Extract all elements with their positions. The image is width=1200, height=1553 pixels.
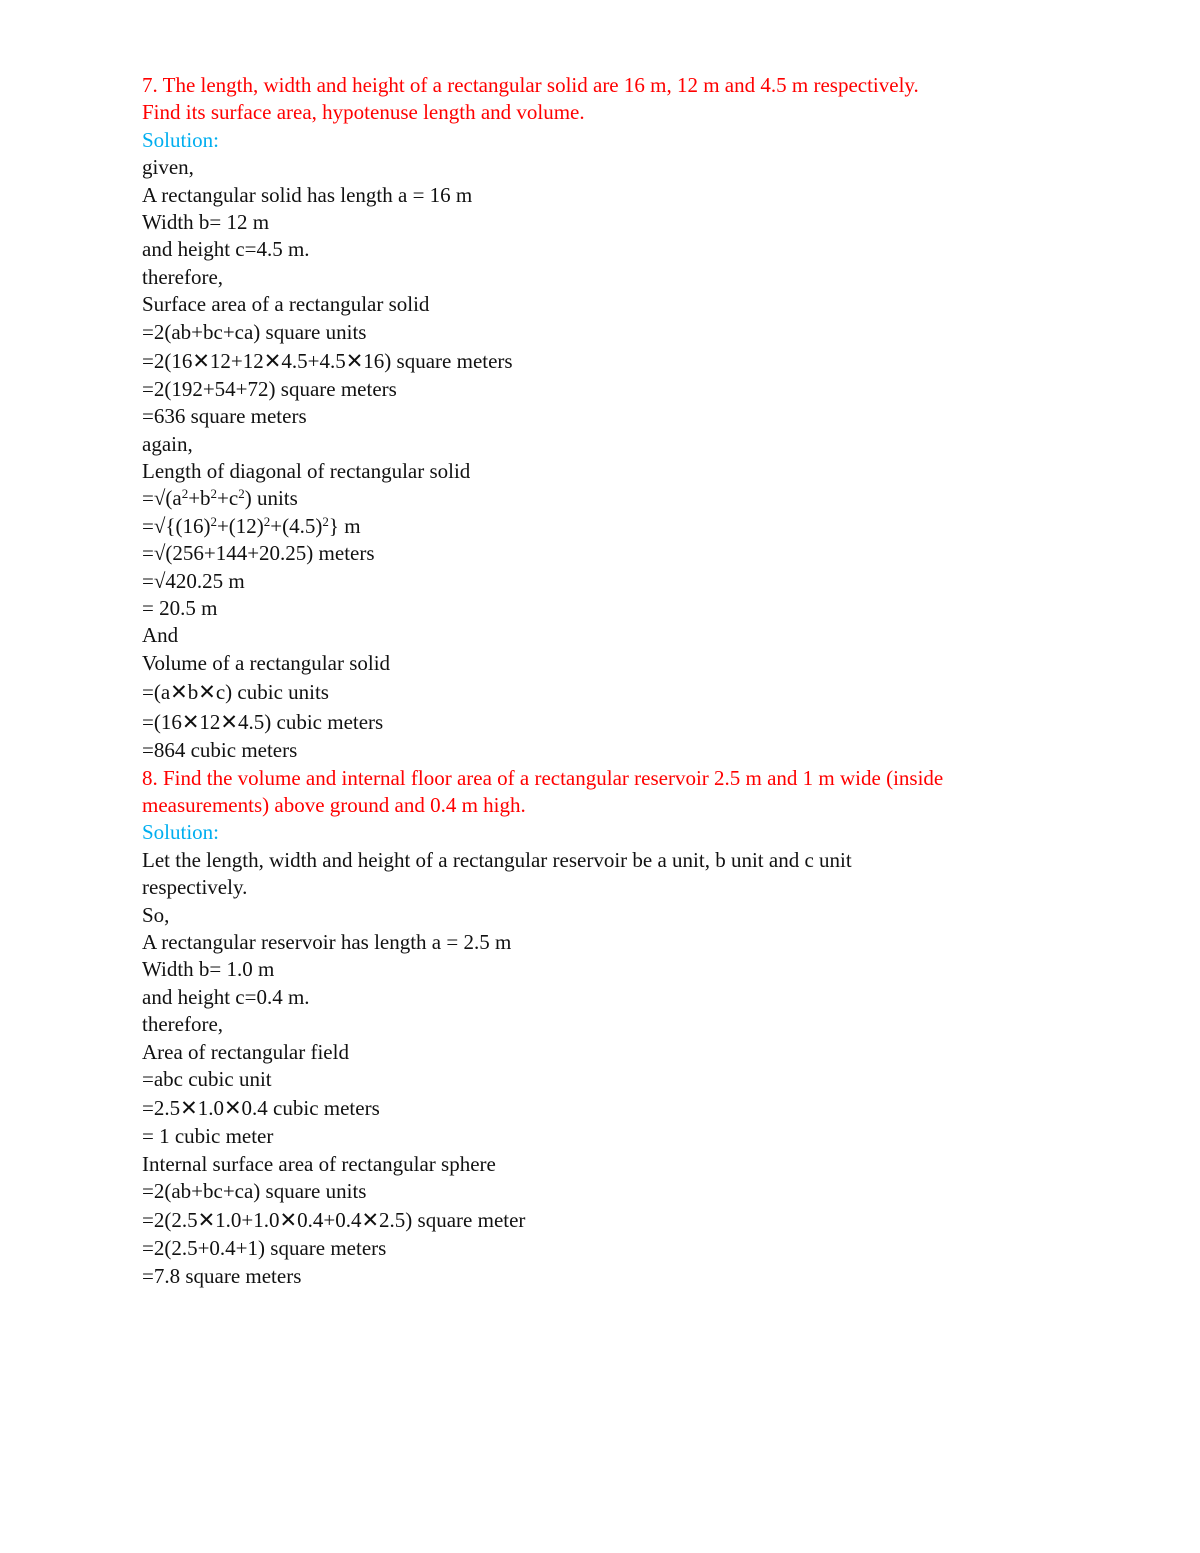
diagonal-formula-line bbox=[142, 485, 1142, 512]
exponent: 2 bbox=[210, 486, 218, 502]
problem-7-question-line-2: Find its surface area, hypotenuse length and volume. bbox=[142, 100, 585, 125]
exponent: 2 bbox=[181, 486, 189, 502]
exponent: 2 bbox=[322, 513, 329, 529]
solution-line: therefore, bbox=[142, 1012, 224, 1037]
solution-line: =2(ab+bc+ca) square units bbox=[142, 319, 367, 344]
solution-line: Width b= 12 m bbox=[142, 209, 270, 234]
solution-line: therefore, bbox=[142, 264, 224, 289]
solution-line: Area of rectangular field bbox=[142, 1039, 349, 1064]
solution-line: =2(2.5✕1.0+1.0✕0.4+0.4✕2.5) square meter bbox=[142, 1208, 526, 1233]
solution-line: =abc cubic unit bbox=[142, 1066, 272, 1091]
solution-line: A rectangular reservoir has length a = 2.5 m bbox=[142, 929, 512, 954]
exponent: 2 bbox=[263, 513, 271, 529]
solution-line: =2(16✕12+12✕4.5+4.5✕16) square meters bbox=[142, 348, 513, 373]
formula-part: +(12) bbox=[216, 513, 264, 538]
solution-line: So, bbox=[142, 902, 170, 927]
solution-line: =(16✕12✕4.5) cubic meters bbox=[142, 710, 384, 735]
formula-part: =√{(16) bbox=[142, 513, 211, 538]
solution-line: =2(192+54+72) square meters bbox=[142, 376, 397, 401]
formula-part: +c bbox=[217, 486, 239, 511]
solution-line: = 20.5 m bbox=[142, 596, 218, 621]
solution-line: =7.8 square meters bbox=[142, 1263, 302, 1288]
solution-line: Internal surface area of rectangular sphere bbox=[142, 1151, 496, 1176]
formula-part: =√(a bbox=[142, 486, 182, 511]
solution-line: A rectangular solid has length a = 16 m bbox=[142, 182, 473, 207]
solution-line: =2(2.5+0.4+1) square meters bbox=[142, 1236, 387, 1261]
solution-line: =(a✕b✕c) cubic units bbox=[142, 680, 329, 705]
solution-line: Length of diagonal of rectangular solid bbox=[142, 459, 471, 484]
exponent: 2 bbox=[210, 513, 217, 529]
formula-part: +(4.5) bbox=[270, 513, 323, 538]
solution-line: = 1 cubic meter bbox=[142, 1124, 274, 1149]
formula-part: ) units bbox=[244, 486, 298, 511]
document-content bbox=[142, 72, 1142, 1290]
solution-line: =2(ab+bc+ca) square units bbox=[142, 1179, 367, 1204]
solution-line: Let the length, width and height of a rectangular reservoir be a unit, b unit and c unit bbox=[142, 847, 852, 872]
solution-line: given, bbox=[142, 155, 194, 180]
formula-part: +b bbox=[188, 486, 211, 511]
problem-8-solution-label: Solution: bbox=[142, 820, 220, 845]
exponent: 2 bbox=[238, 486, 245, 502]
problem-7-question-line-1: 7. The length, width and height of a rectangular solid are 16 m, 12 m and 4.5 m respectively. bbox=[142, 73, 919, 97]
solution-line: =2.5✕1.0✕0.4 cubic meters bbox=[142, 1096, 380, 1121]
solution-line: And bbox=[142, 623, 179, 648]
solution-line: =636 square meters bbox=[142, 404, 307, 429]
solution-line: again, bbox=[142, 431, 193, 456]
solution-line: and height c=0.4 m. bbox=[142, 984, 310, 1009]
solution-line: Surface area of a rectangular solid bbox=[142, 292, 430, 317]
problem-8-question-line-1: 8. Find the volume and internal floor area of a rectangular reservoir 2.5 m and 1 m wide (inside bbox=[142, 765, 944, 790]
problem-7-solution-label: Solution: bbox=[142, 127, 220, 152]
solution-line: =864 cubic meters bbox=[142, 738, 298, 763]
solution-line: =√(256+144+20.25) meters bbox=[142, 541, 375, 566]
solution-line: and height c=4.5 m. bbox=[142, 237, 310, 262]
solution-line: respectively. bbox=[142, 875, 248, 900]
diagonal-values-line bbox=[142, 513, 1142, 540]
solution-line: =√420.25 m bbox=[142, 568, 245, 593]
problem-8-question-line-2: measurements) above ground and 0.4 m high. bbox=[142, 792, 526, 817]
solution-line: Width b= 1.0 m bbox=[142, 957, 275, 982]
solution-line: Volume of a rectangular solid bbox=[142, 650, 391, 675]
formula-part: } m bbox=[328, 513, 361, 538]
